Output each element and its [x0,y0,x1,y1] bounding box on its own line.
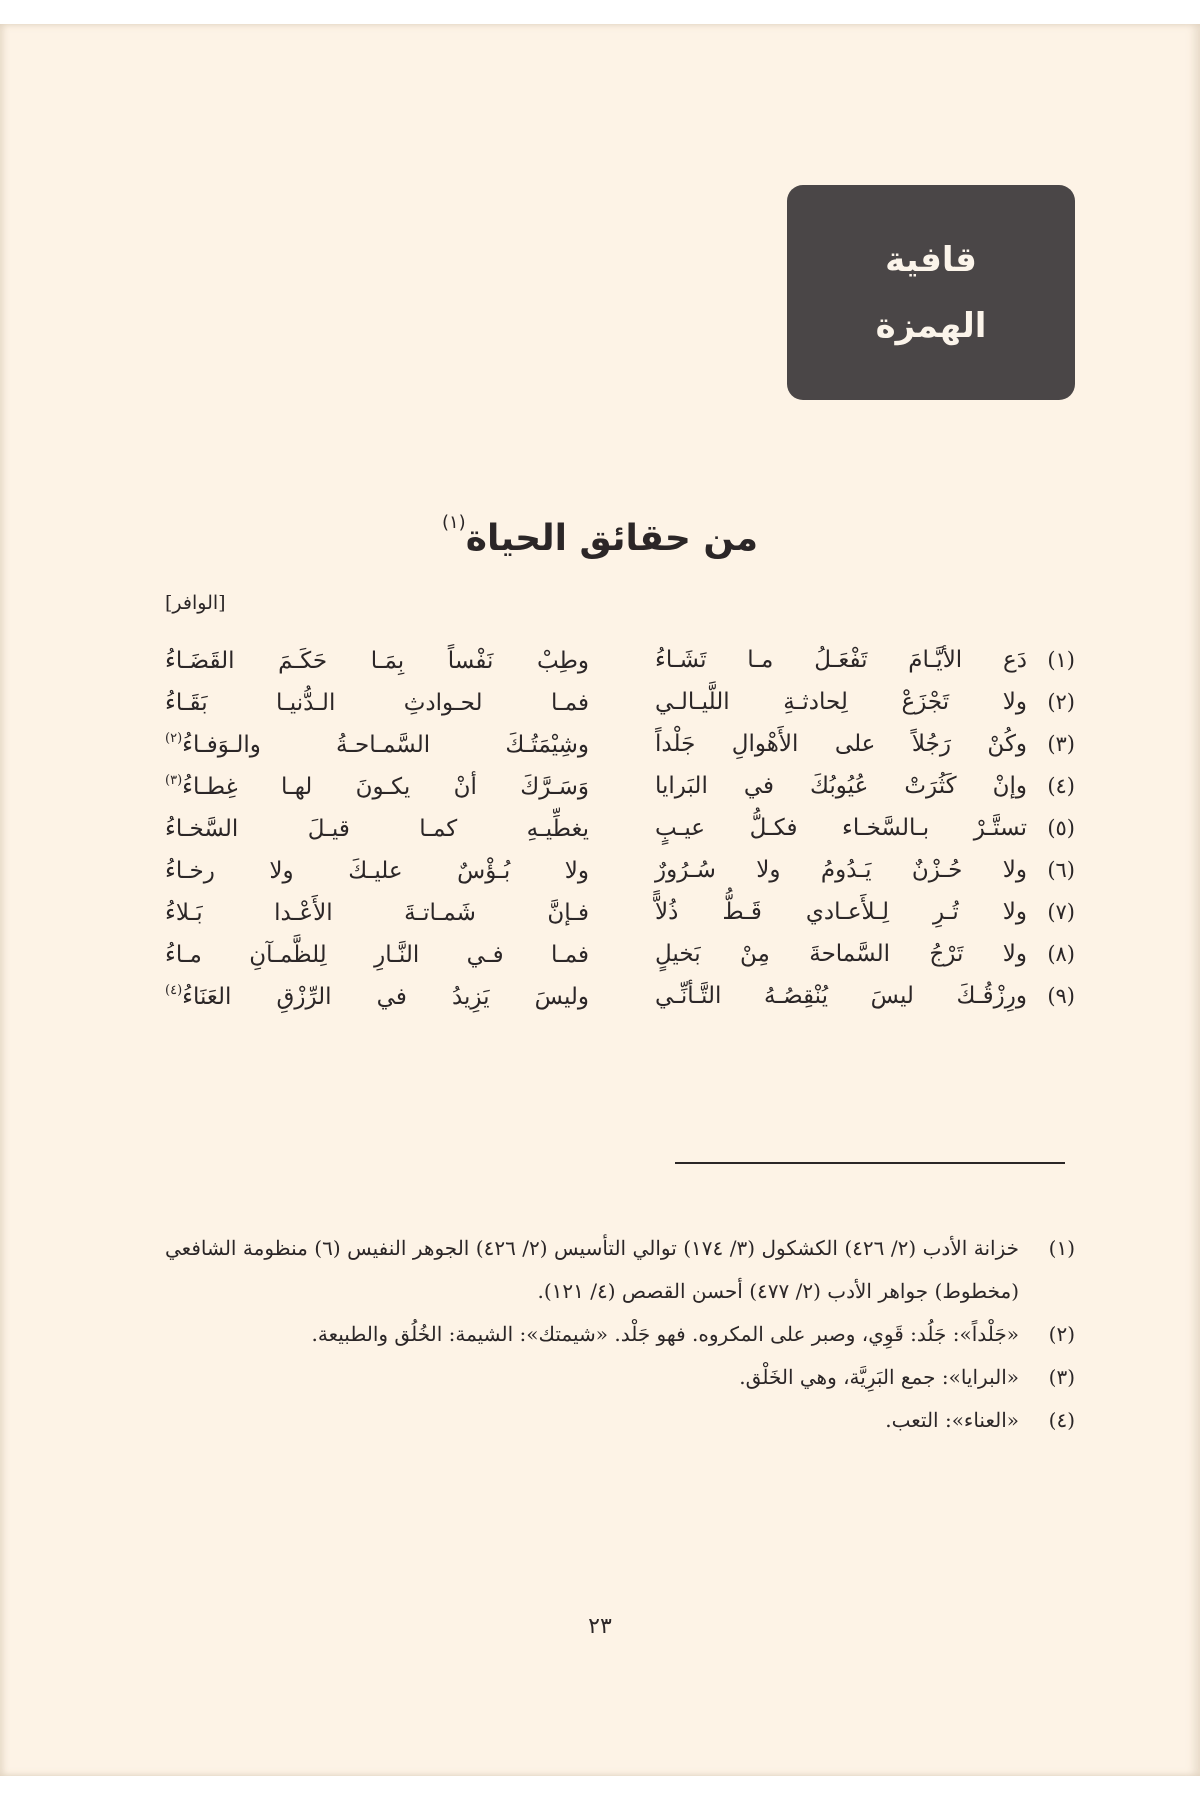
verse-second-hemistich: فمـا فـي النَّـارِ لِلظَّمـآنِ مـاءُ [165,941,589,968]
verse-first-hemistich: وكُنْ رَجُلاً على الأَهْوالِ جَلْداً [655,731,1027,757]
verse-second-hemistich: فـإنَّ شَمـاتـةَ الأَعْـدا بَـلاءُ [165,899,589,926]
verse-first-hemistich: ولا حُـزْنٌ يَـدُومُ ولا سُـرُورٌ [655,857,1027,883]
poem-title-text: من حقائق الحياة [465,518,759,559]
verse-row [165,891,1075,933]
footnote-number: (١) [1048,1236,1075,1260]
verse-first-hemistich: ولا تَرْجُ السَّماحةَ مِنْ بَخيلٍ [655,941,1027,967]
verse-second-hemistich: وطِبْ نَفْساً بِمَـا حَكَـمَ القَضَـاءُ [165,647,589,674]
footnote-number: (٤) [1048,1408,1075,1432]
footnote [165,1399,1075,1442]
verse-row [165,723,1075,765]
verse-row [165,639,1075,681]
verse-number: (١) [1047,648,1075,672]
verse-second-hemistich: يغطِّيـهِ كمـا قيـلَ السَّخـاءُ [165,815,589,842]
verse-second-hemistich: فمـا لحـوادثِ الـدُّنيـا بَقَـاءُ [165,689,589,716]
footnote-ref: (٤) [165,982,183,998]
verse-number: (٦) [1047,858,1075,882]
verse-row [165,807,1075,849]
verse-row [165,933,1075,975]
chapter-heading-line2: الهمزة [875,305,987,346]
verse-list [165,639,1075,1017]
book-page [0,24,1200,1776]
footnote-text: خزانة الأدب (٢/ ٤٢٦) الكشكول (٣/ ١٧٤) توالي التأسيس (٢/ ٤٢٦) الجوهر النفيس (٦) منظومة الشافعي (مخطوط) جواهر الأدب (٢/ ٤٧٧) أحسن القصص (٤/ ١٢١). [165,1236,1019,1303]
poem-title [0,512,1200,559]
verse-first-hemistich: تستَّـرْ بـالسَّخـاء فكـلُّ عيـبٍ [655,815,1027,841]
verse-second-hemistich: وشِيْمَتُـكَ السَّمـاحـةُ والـوَفـاءُ$^{(٢)}$ [165,730,589,758]
verse-first-hemistich: دَع الأيَّـامَ تَفْعَـلُ مـا تَشَـاءُ [655,647,1027,673]
poem-meter: [الوافر] [165,592,226,614]
footnote [165,1227,1075,1313]
verse-number: (٣) [1047,732,1075,756]
footnote-number: (٢) [1048,1322,1075,1346]
verse-first-hemistich: ورِزْقُـكَ ليسَ يُنْقِصُـهُ التَّـأنِّـي [655,983,1027,1009]
footnote-text: «جَلْداً»: جَلُد: قَوِي، وصبر على المكروه. فهو جَلْد. «شيمتك»: الشيمة: الخُلُق والطبيعة. [311,1322,1019,1346]
page-number: ٢٣ [588,1614,612,1639]
footnotes [165,1227,1075,1442]
verse-second-hemistich: وَسَـرَّكَ أنْ يكـونَ لهـا غِطـاءُ$^{(٣)}$ [165,772,589,800]
chapter-heading-line1: قافية [885,239,977,280]
verse-number: (٢) [1047,690,1075,714]
verse-number: (٧) [1047,900,1075,924]
footnote [165,1313,1075,1356]
chapter-heading-box [787,185,1075,400]
verse-second-hemistich: ولا بُـؤْسٌ عليـكَ ولا رخـاءُ [165,857,589,884]
footnote-separator [675,1162,1065,1164]
verse-number: (٩) [1047,984,1075,1008]
footnote-text: «العناء»: التعب. [885,1408,1019,1432]
verse-number: (٤) [1047,774,1075,798]
poem-title-footnote-ref: (١) [441,512,466,533]
footnote-number: (٣) [1048,1365,1075,1389]
footnote-ref: (٢) [165,730,183,746]
verse-first-hemistich: ولا تَجْزَعْ لِحادثـةِ اللَّيـالـي [655,689,1027,715]
footnote-ref: (٣) [165,772,183,788]
verse-first-hemistich: وإنْ كَثُرَتْ عُيُوبُكَ في البَرايا [655,773,1027,799]
verse-first-hemistich: ولا تُـرِ لِـلأَعـادي قَـطُّ ذُلاًّ [655,899,1027,925]
verse-row [165,765,1075,807]
verse-number: (٥) [1047,816,1075,840]
verse-row [165,849,1075,891]
verse-row [165,975,1075,1017]
verse-number: (٨) [1047,942,1075,966]
verse-second-hemistich: وليسَ يَزِيدُ في الرِّزْقِ العَنَاءُ$^{(٤)}$ [165,982,589,1010]
footnote [165,1356,1075,1399]
footnote-text: «البرايا»: جمع البَرِيَّة، وهي الخَلْق. [739,1365,1019,1389]
verse-row [165,681,1075,723]
